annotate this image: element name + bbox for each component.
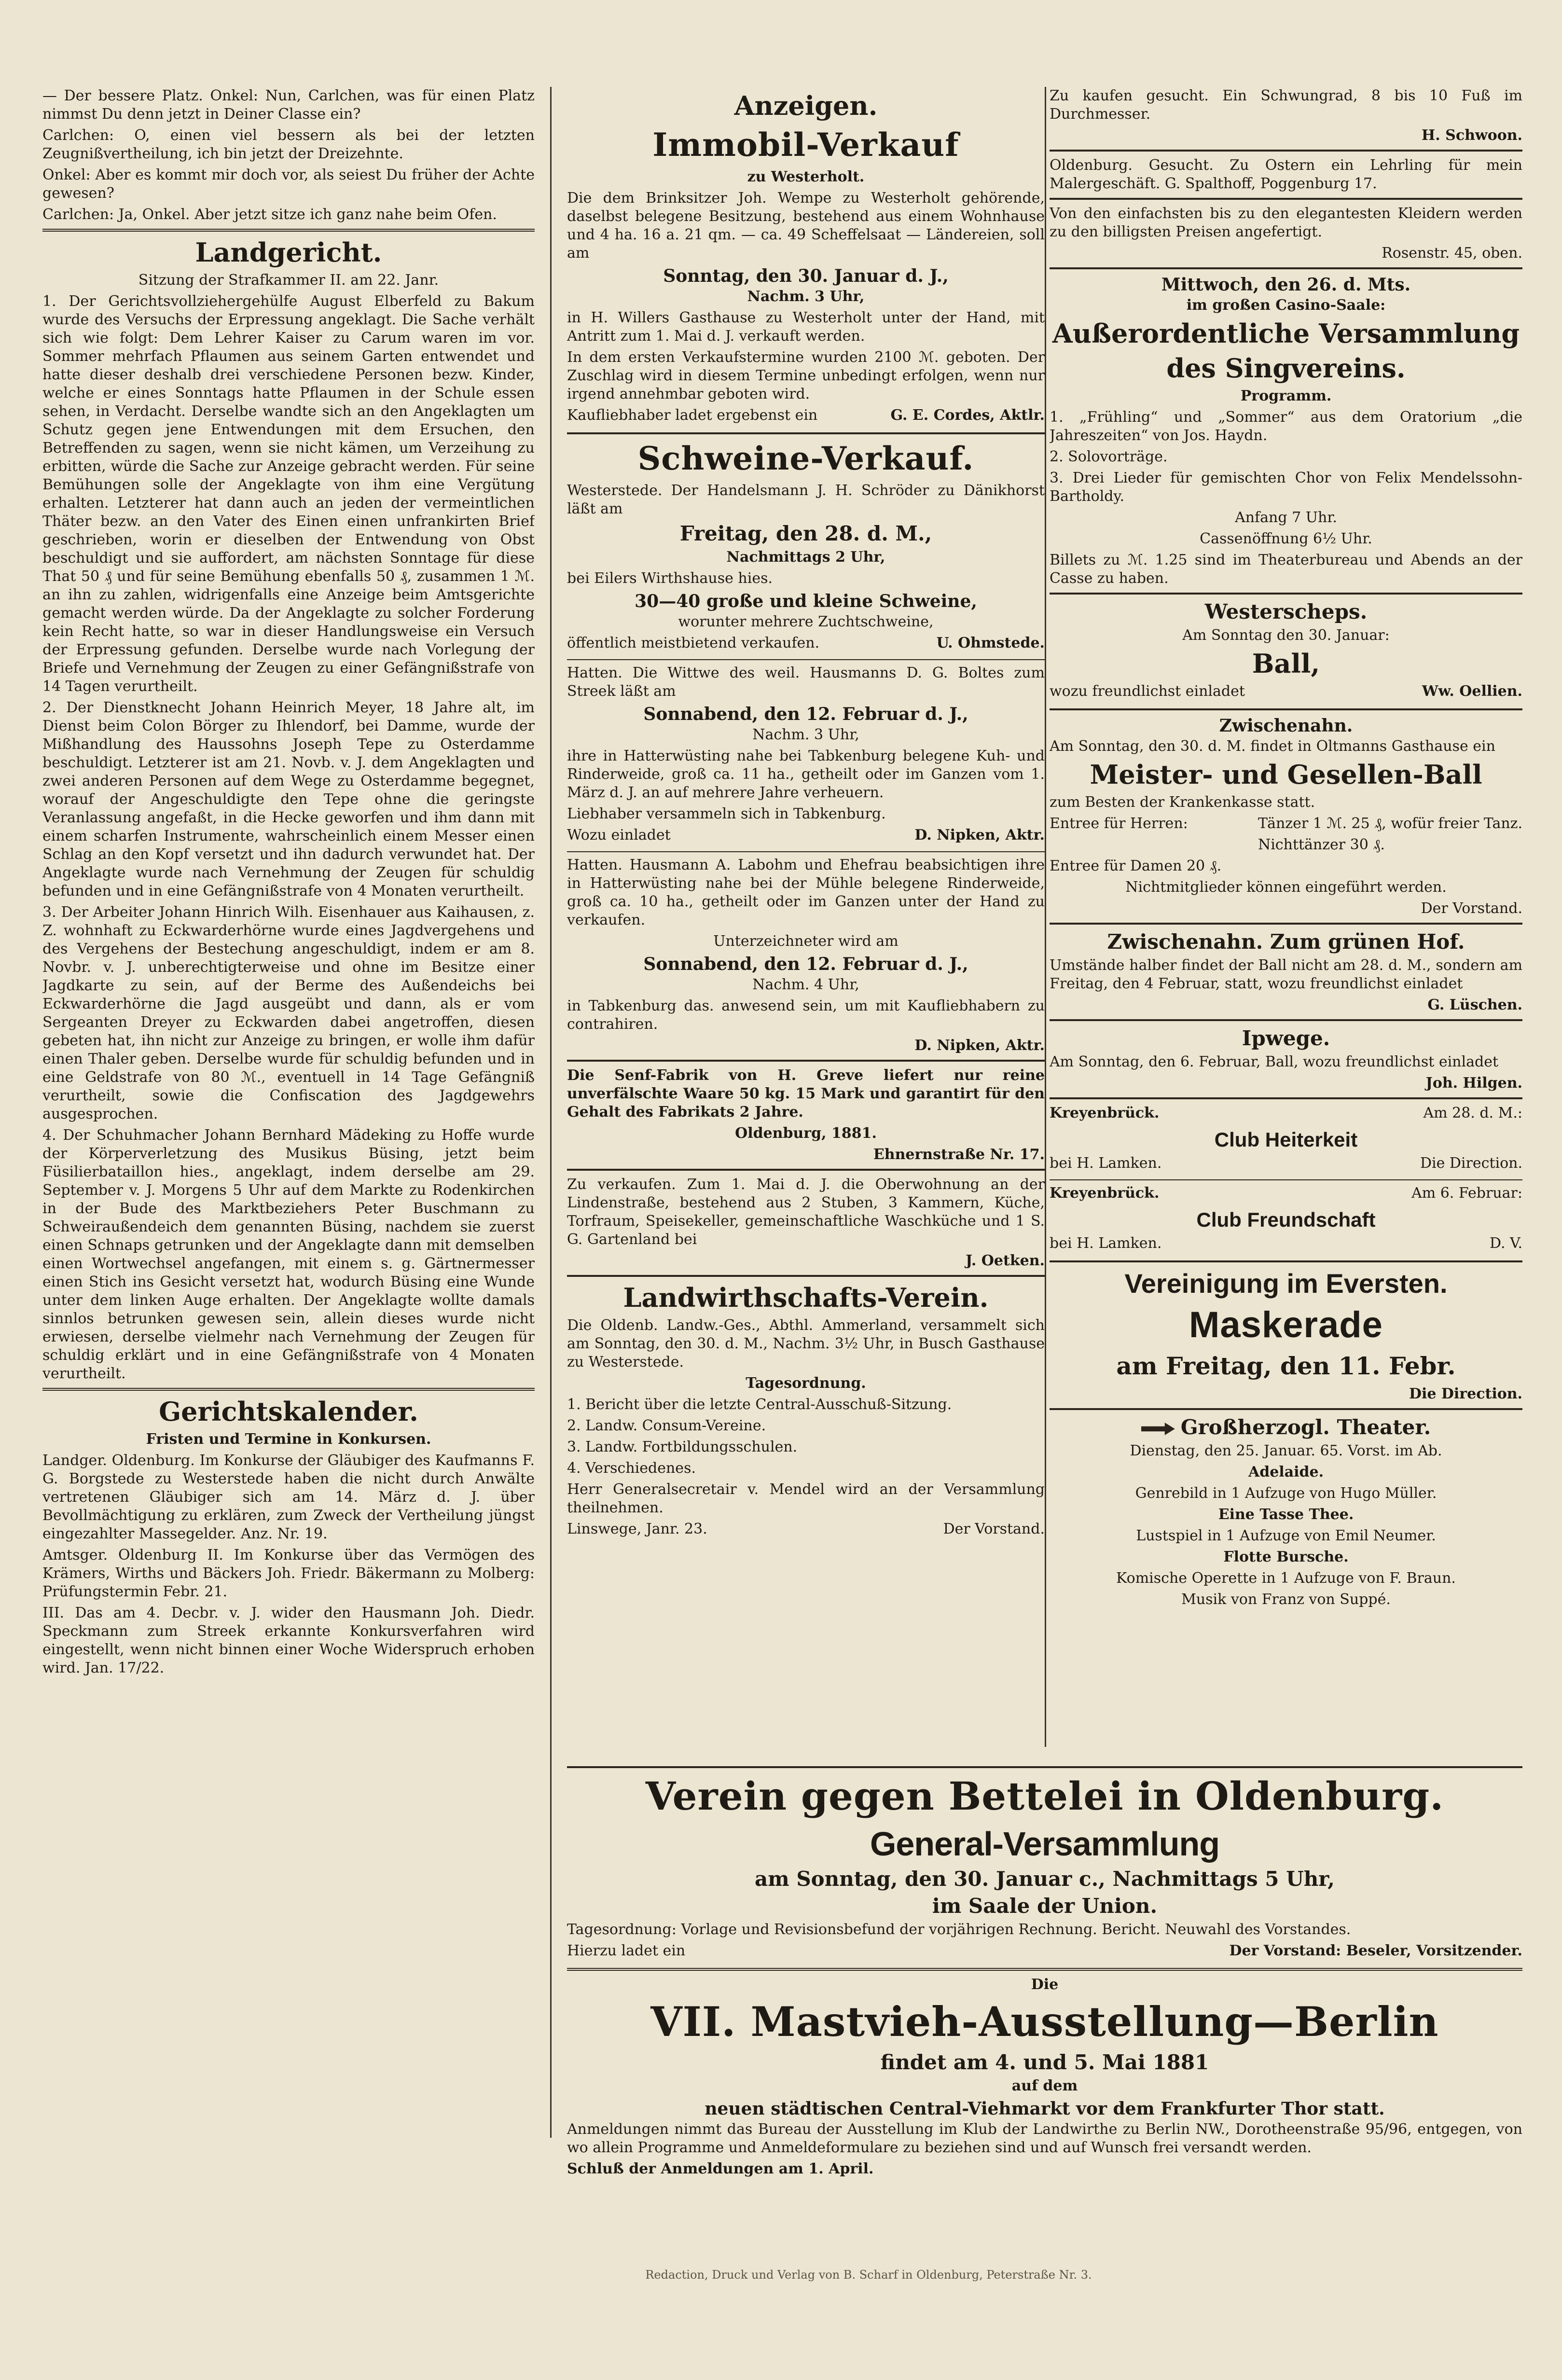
signature-right: Ww. Oellien. [1422, 683, 1522, 700]
signature-left: Hierzu ladet ein [567, 1942, 686, 1959]
club-header [1050, 1184, 1522, 1205]
ad-text: In dem ersten Verkaufstermine wurden 2100 ℳ. geboten. Der Zuschlag wird in diesem Termine unbedingt erfolgen, wenn nur irgend annehmbar geboten wird. [567, 349, 1045, 402]
pointing-hand-icon [1141, 1423, 1175, 1435]
ad-text: Am Sonntag, den 6. Februar, Ball, wozu freundlichst einladet [1050, 1053, 1498, 1070]
club-date: Am 6. Februar: [1411, 1185, 1522, 1202]
wide-ads [567, 1761, 1522, 2244]
divider [42, 229, 535, 232]
theater-title [1050, 1415, 1522, 1440]
signature-left: Wozu einladet [567, 827, 671, 844]
court-case: 2. Der Dienstknecht Johann Heinrich Meyer, 18 Jahre alt, im Dienst beim Colon Börger zu Ihlendorf, bei Damme, wurde der Mißhandlung des Haussohns Joseph Tepe zu Osterdamme beschuldigt. Letzterer ist am 21. Novb. v. J. dem Angeklagten und zwei anderen Personen auf dem Wege zu Osterdamme begegnet, worauf der Angeschuldigte den Tepe ohne die geringste Veranlassung angefaßt, in die Hecke geworfen und ihm dann mit einem scharfen Instrumente, wahrscheinlich einem Messer einen Schlag an den Kopf versetzt und ihn dadurch verwundet hat. Der Angeklagte wurde nach Vernehmung der Zeugen für schuldig befunden und in eine Gefängnißstrafe von 4 Monaten verurtheilt. [42, 699, 535, 899]
agenda-title: Tagesordnung. [746, 1375, 866, 1392]
anecdote-text: Onkel: Aber es kommt mir doch vor, als seiest Du früher der Achte gewesen? [42, 166, 535, 202]
ad-text: Liebhaber versammeln sich in Tabkenburg. [567, 805, 886, 822]
divider [567, 432, 1045, 434]
event-date: Mittwoch, den 26. d. Mts. [1161, 275, 1411, 295]
anecdote-text: Carlchen: O, einen viel bessern als bei der letzten Zeugnißvertheilung, ich bin jetzt der Dreizehnte. [42, 127, 535, 162]
theater-line: Dienstag, den 25. Januar. 65. Vorst. im Ab. [1130, 1442, 1442, 1459]
general-versammlung: General-Versammlung [870, 1825, 1220, 1863]
ad-text: in H. Willers Gasthause zu Westerholt unter der Hand, mit Antritt zum 1. Mai d. J. verkauft werden. [567, 309, 1045, 345]
divider [567, 1968, 1522, 1971]
divider [567, 1060, 1045, 1062]
ad-text: Billets zu ℳ. 1.25 sind im Theaterbureau und Abends an der Casse zu haben. [1050, 552, 1522, 587]
play-title: Flotte Bursche. [1223, 1549, 1349, 1565]
ad-text: Die Oldenb. Landw.-Ges., Abthl. Ammerland, versammelt sich am Sonntag, den 30. d. M., Nachm. 3½ Uhr, in Busch Gasthause zu Westerstede. [567, 1317, 1045, 1370]
signature-right: D. Nipken, Aktr. [914, 827, 1045, 844]
ad-signature [567, 1520, 1045, 1541]
ad-title-westerscheps: Westerscheps. [1204, 600, 1368, 623]
ad-text: Zu kaufen gesucht. Ein Schwungrad, 8 bis 10 Fuß im Durchmesser. [1050, 87, 1522, 123]
play-title: Adelaide. [1248, 1464, 1324, 1481]
ad-text: ihre in Hatterwüsting nahe bei Tabkenburg belegene Kuh- und Rinderweide, groß ca. 11 ha., getheilt oder im Ganzen vom 1. März d. J. an auf mehrere Jahre verheuern. [567, 747, 1045, 801]
divider [1050, 150, 1522, 152]
play-desc: Musik von Franz von Suppé. [1181, 1591, 1391, 1608]
mast-auf: auf dem [1011, 2077, 1078, 2094]
signature-right: Die Direction. [1409, 1385, 1522, 1402]
ad-text: Westerstede. Der Handelsmann J. H. Schröder zu Dänikhorst läßt am [567, 482, 1045, 517]
event-venue: im großen Casino-Saale: [1186, 297, 1386, 314]
divider [1050, 1097, 1522, 1099]
bettel-title: Verein gegen Bettelei in Oldenburg. [645, 1773, 1444, 1819]
ad-time: Nachm. 3 Uhr, [747, 288, 865, 305]
signature-left: öffentlich meistbietend verkaufen. [567, 635, 820, 651]
ad-address: Rosenstr. 45, oben. [1382, 245, 1522, 262]
section-title-landgericht: Landgericht. [195, 237, 382, 268]
anzeigen-heading: Anzeigen. [734, 90, 878, 121]
ad-text: Am Sonntag, den 30. d. M. findet in Oltmanns Gasthause ein [1050, 738, 1495, 755]
club-location: Kreyenbrück. [1050, 1185, 1160, 1202]
ad-text: Am Sonntag den 30. Januar: [1182, 627, 1390, 644]
signature-left: wozu freundlichst einladet [1050, 683, 1245, 700]
signature-right: D. Nipken, Aktr. [914, 1037, 1045, 1054]
ad-text: Nichtmitglieder können eingeführt werden. [1125, 879, 1447, 896]
ad-date: Sonnabend, den 12. Februar d. J., [643, 704, 968, 724]
mastvieh-title: VII. Mastvieh-Ausstellung—Berlin [650, 1998, 1439, 2046]
play-desc: Lustspiel in 1 Aufzuge von Emil Neumer. [1136, 1527, 1436, 1544]
senf-ad-address: Ehnernstraße Nr. 17. [873, 1146, 1045, 1163]
entry-value: Entree für Damen 20 ₰. [1050, 858, 1222, 874]
signature-right: H. Schwoon. [1421, 127, 1522, 144]
ad-text: Herr Generalsecretair v. Mendel wird an der Versammlung theilnehmen. [567, 1481, 1045, 1516]
ad-time: Nachm. 3 Uhr, [752, 726, 859, 743]
ad-title-eversten: Vereinigung im Eversten. [1124, 1268, 1448, 1299]
event-start: Anfang 7 Uhr. [1235, 509, 1337, 526]
divider [567, 851, 1045, 852]
event-title: Außerordentliche Versammlung [1052, 318, 1520, 349]
anecdote-text: Carlchen: Ja, Onkel. Aber jetzt sitze ich ganz nahe beim Ofen. [42, 206, 497, 223]
column-rule-right [1045, 87, 1046, 1747]
agenda-item: 1. Bericht über die letzte Central-Ausschuß-Sitzung. [567, 1396, 952, 1413]
divider [567, 1275, 1045, 1277]
ad-title-gruener-hof: Zwischenahn. Zum grünen Hof. [1107, 930, 1465, 954]
ad-text: bei Eilers Wirthshause hies. [567, 570, 773, 587]
agenda-item: 2. Landw. Consum-Vereine. [567, 1417, 766, 1434]
gv-place: im Saale der Union. [932, 1894, 1158, 1918]
column-left [42, 87, 535, 2133]
club-title: Club Freundschaft [1196, 1208, 1376, 1231]
imprint-footer: Redaction, Druck und Verlag von B. Scharf in Oldenburg, Peterstraße Nr. 3. [645, 2268, 1092, 2282]
gv-agenda: Tagesordnung: Vorlage und Revisionsbefund der vorjährigen Rechnung. Bericht. Neuwahl des Vorstandes. [567, 1921, 1351, 1938]
ad-signature [567, 634, 1045, 655]
court-case: 3. Der Arbeiter Johann Hinrich Wilh. Eisenhauer aus Kaihausen, z. Z. wohnhaft zu Eckwarderhörne wurde eines Jagdvergehens und des Vergehens der Bestechung angeschuldigt, indem er am 8. Novbr. v. J. unberechtigterweise und ohne im Besitze einer Jagdkarte zu sein, auf der Berme des Außendeichs bei Eckwarderhörne die Jagd ausgeübt und dann, als er vom Sergeanten Dreyer zu Eckwarden dabei angetroffen, diesen gebeten hat, ihn nicht zur Anzeige zu bringen, er wolle ihm dafür einen Thaler geben. Derselbe wurde für schuldig befunden und in eine Geldstrafe von 80 ℳ., eventuell in 14 Tage Gefängniß verurtheilt, sowie die Confiscation des Jagdgewehrs ausgesprochen. [42, 904, 535, 1122]
signature-right: J. Oetken. [966, 1252, 1045, 1269]
ad-subtitle: zu Westerholt. [747, 168, 865, 185]
ad-text: Hatten. Hausmann A. Labohm und Ehefrau beabsichtigen ihre in Hatterwüsting nahe bei der Mühle belegene Rinderweide, groß ca. 10 ha., getheilt oder im Ganzen unter der Hand zu verkaufen. [567, 857, 1045, 928]
ad-date: Sonnabend, den 12. Februar d. J., [643, 954, 968, 974]
court-calendar-entry: Amtsger. Oldenburg II. Im Konkurse über das Vermögen des Krämers, Wirths und Bäckers Joh. Friedr. Bäkermann zu Molberg: Prüfungstermin Febr. 21. [42, 1547, 535, 1600]
divider [567, 1169, 1045, 1171]
entry-value: Tänzer 1 ℳ. 25 ₰, wofür freier Tanz. [1258, 815, 1522, 832]
divider [1050, 923, 1522, 925]
ad-ball: Meister- und Gesellen-Ball [1090, 759, 1482, 790]
signature-right: Der Vorstand: Beseler, Vorsitzender. [1229, 1942, 1522, 1959]
signature-right: G. Lüschen. [1427, 996, 1522, 1013]
senf-ad-text: Die Senf-Fabrik von H. Greve liefert nur reine unverfälschte Waare 50 kg. 15 Mark und garantirt für den Gehalt des Fabrikats 2 Jahre. [567, 1067, 1045, 1121]
program-item: 3. Drei Lieder für gemischten Chor von Felix Mendelssohn-Bartholdy. [1050, 470, 1522, 505]
column-middle [567, 87, 1045, 1747]
mast-date: findet am 4. und 5. Mai 1881 [880, 2050, 1209, 2074]
club-footer [1050, 1154, 1522, 1176]
ad-date: am Freitag, den 11. Febr. [1116, 1352, 1456, 1380]
ad-text: zum Besten der Krankenkasse statt. [1050, 794, 1315, 811]
ad-title-landwirthschaft: Landwirthschafts-Verein. [623, 1282, 989, 1313]
ad-maskerade: Maskerade [1189, 1304, 1383, 1345]
ad-text: Von den einfachsten bis zu den elegantesten Kleidern werden zu den billigsten Preisen angefertigt. [1050, 205, 1522, 240]
signature-right: G. E. Cordes, Aktlr. [890, 407, 1045, 424]
ad-text: Umstände halber findet der Ball nicht am 28. d. M., sondern am Freitag, den 4 Februar, statt, wozu freundlichst einladet [1050, 957, 1522, 992]
entry-values [1258, 815, 1522, 857]
ad-title-immobil: Immobil-Verkauf [652, 126, 959, 164]
club-host: bei H. Lamken. [1050, 1155, 1162, 1172]
gv-date: am Sonntag, den 30. Januar c., Nachmittags 5 Uhr, [755, 1867, 1335, 1891]
club-location: Kreyenbrück. [1050, 1105, 1160, 1121]
ad-text: worunter mehrere Zuchtschweine, [678, 613, 934, 630]
ad-text: Hatten. Die Wittwe des weil. Hausmanns D. G. Boltes zum Streek läßt am [567, 664, 1045, 700]
signature-right: Der Vorstand. [1421, 900, 1522, 917]
anecdote-text: — Der bessere Platz. Onkel: Nun, Carlchen, was für einen Platz nimmst Du denn jetzt in Deiner Classe ein? [42, 87, 535, 123]
theater-title-text: Großherzogl. Theater. [1180, 1415, 1431, 1439]
ad-ball: Ball, [1252, 648, 1320, 679]
column-rule-left [550, 87, 552, 2138]
divider [1050, 1408, 1522, 1410]
entry-fees [1050, 815, 1522, 857]
divider [567, 659, 1045, 660]
court-calendar-entry: III. Das am 4. Decbr. v. J. wider den Hausmann Joh. Diedr. Speckmann zum Streek erkannte Konkursverfahren wird eingestellt, wenn nicht binnen einer Woche Widerspruch erhoben wird. Jan. 17/22. [42, 1605, 535, 1676]
play-title: Eine Tasse Thee. [1218, 1506, 1354, 1523]
club-footer [1050, 1234, 1522, 1256]
ad-text: Zu verkaufen. Zum 1. Mai d. J. die Oberwohnung an der Lindenstraße, bestehend aus 2 Stuben, 3 Kammern, Küche, Torfraum, Speisekeller, gemeinschaftliche Waschküche und 1 S. G. Gartenland bei [567, 1176, 1045, 1248]
event-doors: Cassenöffnung 6½ Uhr. [1200, 530, 1372, 547]
subsection-title: Fristen und Termine in Konkursen. [146, 1431, 431, 1448]
divider [1050, 593, 1522, 595]
ad-date: Sonntag, den 30. Januar d. J., [663, 266, 949, 286]
club-sign: D. V. [1489, 1235, 1522, 1252]
ad-time: Nachmittags 2 Uhr, [726, 549, 885, 566]
session-line: Sitzung der Strafkammer II. am 22. Janr. [138, 272, 439, 289]
program-heading: Programm. [1240, 387, 1332, 404]
section-title-gerichtskalender: Gerichtskalender. [159, 1396, 418, 1427]
gv-signature [567, 1942, 1522, 1963]
senf-ad-city: Oldenburg, 1881. [735, 1125, 877, 1142]
club-title: Club Heiterkeit [1214, 1128, 1358, 1151]
ad-signature [567, 826, 1045, 847]
court-case: 1. Der Gerichtsvollziehergehülfe August Elberfeld zu Bakum wurde des Versuchs der Erpressung angeklagt. Die Sache verhält sich wie folgt: Dem Lehrer Kaiser zu Carum waren im vor. Sommer mehrfach Pflaumen aus seinem Garten entwendet und hatte dieser deshalb drei verschiedene Personen bezw. Kinder, welche er eines Sonntags hatte Pflaumen in der Schule essen sehen, in Verdacht. Derselbe wandte sich an den Angeklagten um Schutz gegen jene Entwendungen mit dem Ersuchen, den Betreffenden zu sagen, wenn sie nicht kämen, um Verzeihung zu erbitten, würde die Sache zur Anzeige gebracht werden. Für seine Bemühungen solle der Angeklagte von ihm eine Vergütung erhalten. Letzterer hat dann auch an jeden der vermeintlichen Thäter bezw. an den Vater des Einen einen unfrankirten Brief geschrieben, worin er dieselben der Entwendung von Obst beschuldigt und sie auffordert, am nächsten Sonntage für diese That 50 ₰ und für seine Bemühung ebenfalls 50 ₰, zusammen 1 ℳ. an ihn zu zahlen, widrigenfalls eine Anzeige beim Amtsgerichte gemacht werden würde. Da der Angeklagte zu solcher Forderung kein Recht hatte, so war in dieser Handlungsweise ein Versuch der Erpressung gefunden. Derselbe wurde nach Vorlegung der Briefe und Vernehmung der Zeugen zu einer Gefängnißstrafe von 14 Tagen verurtheilt. [42, 293, 535, 695]
divider [1050, 267, 1522, 269]
mast-deadline: Schluß der Anmeldungen am 1. April. [567, 2160, 874, 2177]
club-date: Am 28. d. M.: [1423, 1105, 1522, 1121]
ad-title-zwischenahn: Zwischenahn. [1219, 716, 1353, 736]
divider [42, 1388, 535, 1391]
ad-text: Oldenburg. Gesucht. Zu Ostern ein Lehrling für mein Malergeschäft. G. Spalthoff, Poggenburg 17. [1050, 157, 1522, 192]
ad-text: Unterzeichneter wird am [713, 933, 898, 950]
entry-value: Nichttänzer 30 ₰. [1258, 836, 1385, 853]
ad-date: Freitag, den 28. d. M., [679, 522, 932, 545]
ad-time: Nachm. 4 Uhr, [752, 976, 859, 993]
mast-place: neuen städtischen Central-Viehmarkt vor dem Frankfurter Thor statt. [705, 2099, 1385, 2119]
signature-right: Joh. Hilgen. [1425, 1075, 1522, 1092]
divider [567, 1766, 1522, 1768]
signature-left: Kaufliebhaber ladet ergebenst ein [567, 407, 818, 424]
mast-text: Anmeldungen nimmt das Bureau der Ausstellung im Klub der Landwirthe zu Berlin NW., Dorotheenstraße 95/96, entgegen, von wo allein Programme und Anmeldeformulare zu beziehen sind und auf Wunsch frei versandt werden. [567, 2121, 1522, 2156]
play-desc: Genrebild in 1 Aufzuge von Hugo Müller. [1135, 1485, 1437, 1502]
program-item: 2. Solovorträge. [1050, 448, 1168, 465]
ad-signature [1050, 682, 1522, 704]
ad-text: Die dem Brinksitzer Joh. Wempe zu Westerholt gehörende, daselbst belegene Besitzung, bestehend aus einem Wohnhause und 4 ha. 16 a. 21 qm. — ca. 49 Scheffelsaat — Ländereien, soll am [567, 190, 1045, 262]
ad-signature [567, 406, 1045, 428]
divider [1050, 198, 1522, 200]
divider [1050, 1179, 1522, 1180]
club-host: bei H. Lamken. [1050, 1235, 1162, 1252]
agenda-item: 4. Verschiedenes. [567, 1460, 696, 1477]
play-desc: Komische Operette in 1 Aufzuge von F. Braun. [1116, 1570, 1456, 1587]
program-item: 1. „Frühling“ und „Sommer“ aus dem Oratorium „die Jahreszeiten“ von Jos. Haydn. [1050, 409, 1522, 444]
club-sign: Die Direction. [1420, 1155, 1522, 1172]
ad-highlight: 30—40 große und kleine Schweine, [635, 591, 977, 611]
signature-right: U. Ohmstede. [936, 635, 1045, 651]
ad-title-schweine: Schweine-Verkauf. [637, 440, 974, 477]
divider [1050, 708, 1522, 710]
event-title: des Singvereins. [1166, 353, 1406, 384]
signature-left: Linswege, Janr. 23. [567, 1521, 707, 1537]
ad-title-ipwege: Ipwege. [1242, 1026, 1330, 1050]
club-header [1050, 1104, 1522, 1125]
mast-die: Die [1031, 1976, 1059, 1993]
divider [1050, 1260, 1522, 1262]
agenda-item: 3. Landw. Fortbildungsschulen. [567, 1439, 798, 1455]
ad-text: in Tabkenburg das. anwesend sein, um mit Kaufliebhabern zu contrahiren. [567, 997, 1045, 1033]
signature-right: Der Vorstand. [943, 1521, 1045, 1537]
court-case: 4. Der Schuhmacher Johann Bernhard Mädeking zu Hoffe wurde der Körperverletzung des Musikus Büsing, jetzt beim Füsilierbataillon hies., angeklagt, indem derselbe am 29. September v. J. Morgens 5 Uhr auf dem Markte zu Rodenkirchen in der Bude des Marktbeziehers Peter Buschmann zu Schweiraußendeich dem genannten Büsing, nachdem sie zuerst einen Schnaps getrunken und der Angeklagte dann mit demselben einen Wortwechsel angefangen, mit einem s. g. Gärtnermesser einen Stich ins Gesicht versetzt hat, wodurch Büsing eine Wunde unter dem linken Auge erhalten. Der Angeklagte wollte damals sinnlos betrunken gewesen sein, allein dieses wurde nicht erwiesen, derselbe vielmehr nach Vernehmung der Zeugen für schuldig erklärt und in eine Gefängnißstrafe von 4 Monaten verurtheilt. [42, 1127, 535, 1382]
column-right [1050, 87, 1522, 1747]
court-calendar-entry: Landger. Oldenburg. Im Konkurse der Gläubiger des Kaufmanns F. G. Borgstede zu Westerstede haben die nicht durch Anwälte vertretenen Gläubiger sich am 14. März d. J. über Bevollmächtigung zu erklären, zum Zweck der Vertheilung jüngst eingezahlter Massegelder. Anz. Nr. 19. [42, 1452, 535, 1542]
entry-label: Entree für Herren: [1050, 815, 1188, 832]
divider [1050, 1019, 1522, 1021]
